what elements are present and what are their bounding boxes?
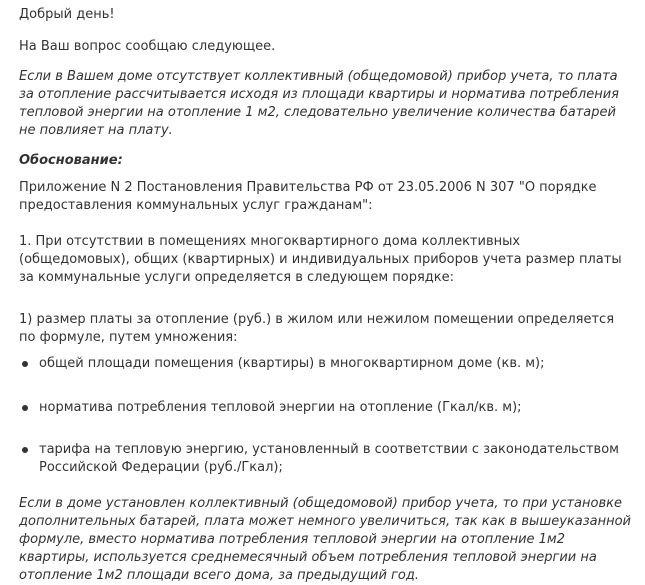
list-item bbox=[19, 399, 631, 417]
factor-list bbox=[19, 355, 631, 477]
bullet-icon bbox=[22, 447, 28, 453]
list-item-text: общей площади помещения (квартиры) в многоквартирном доме (кв. м); bbox=[39, 356, 545, 371]
list-item-text: норматива потребления тепловой энергии на отопление (Гкал/кв. м); bbox=[39, 400, 522, 415]
list-item bbox=[19, 441, 631, 477]
clause-1: 1. При отсутствии в помещениях многоквартирного дома коллективных (общедомовых), общих (квартирных) и индивидуальных приборов учета размер платы за коммунальные услуги определяется в следующем порядке: bbox=[19, 234, 622, 285]
conclusion-paragraph: Если в доме установлен коллективный (общедомовой) прибор учета, то при установке дополнительных батарей, плата может немного увеличиться, так как в вышеуказанной формуле, вместо норматива потребления тепловой энергии на отопление 1м2 квартиры, используется среднемесячный объем потребления тепловой энергии на отопление 1м2 площади всего дома, за предыдущий год. bbox=[19, 496, 632, 583]
appendix-reference: Приложение N 2 Постановления Правительства РФ от 23.05.2006 N 307 "О порядке предоставления коммунальных услуг гражданам": bbox=[19, 180, 597, 213]
intro-text: На Ваш вопрос сообщаю следующее. bbox=[19, 39, 276, 54]
basis-heading: Обоснование: bbox=[19, 153, 123, 168]
list-item bbox=[19, 355, 631, 373]
bullet-icon bbox=[22, 361, 28, 367]
greeting: Добрый день! bbox=[19, 7, 115, 22]
clause-1-1: 1) размер платы за отопление (руб.) в жилом или нежилом помещении определяется по формуле, путем умножения: bbox=[19, 312, 615, 345]
list-item-text: тарифа на тепловую энергию, установленный в соответствии с законодательством Российской Федерации (руб./Гкал); bbox=[39, 442, 619, 475]
answer-body bbox=[19, 6, 631, 585]
lead-paragraph: Если в Вашем доме отсутствует коллективный (общедомовой) прибор учета, то плата за отопление рассчитывается исходя из площади квартиры и норматива потребления тепловой энергии на отопление 1 м2, следовательно увеличение количества батарей не повлияет на плату. bbox=[19, 69, 619, 138]
bullet-icon bbox=[22, 405, 28, 411]
